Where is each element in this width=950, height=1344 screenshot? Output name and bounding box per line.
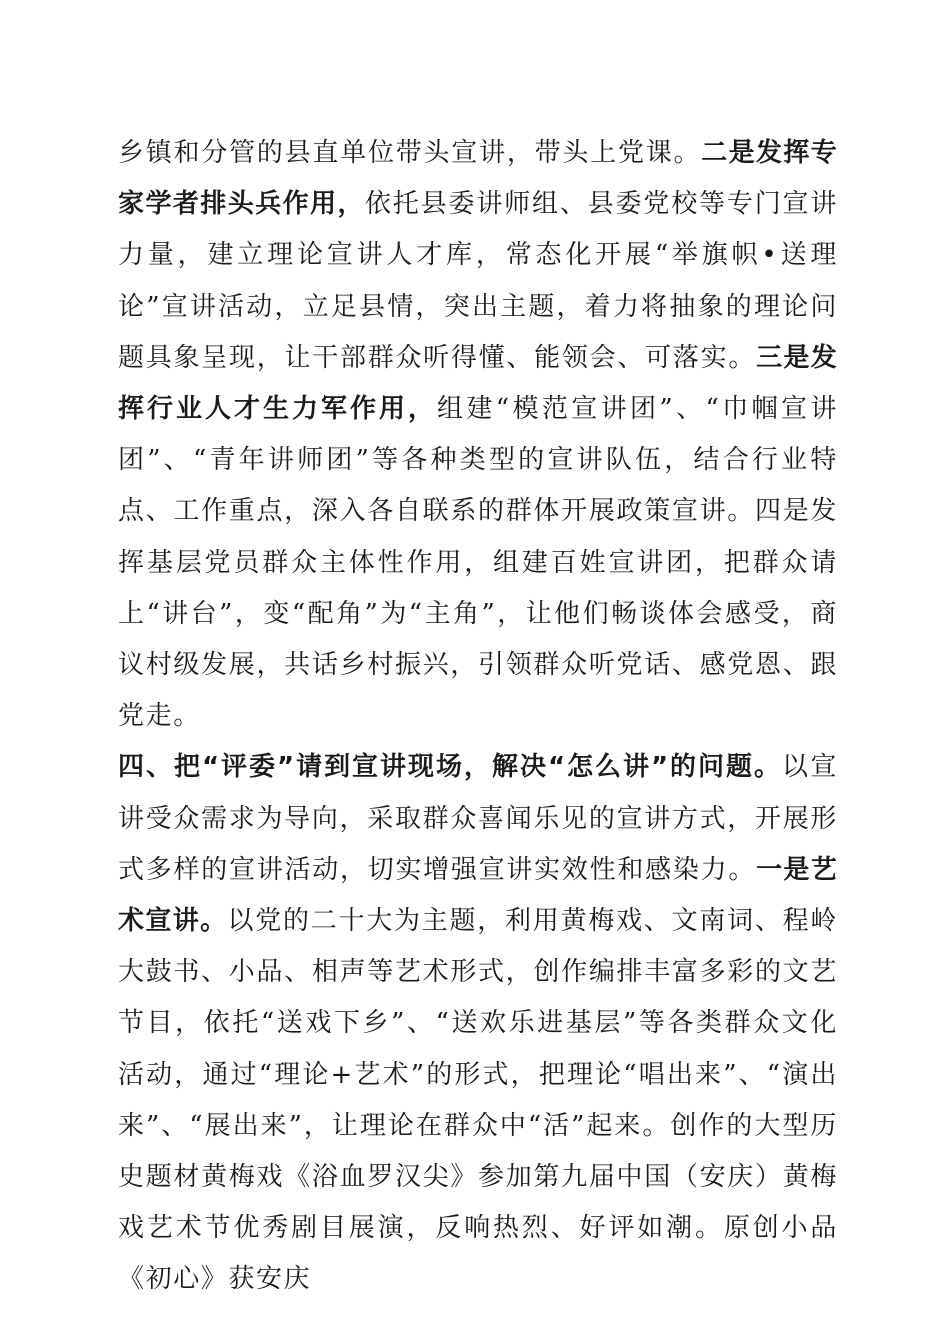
section-heading-four: 四、把“评委”请到宣讲现场，解决“怎么讲”的问题。 (118, 752, 783, 783)
paragraph-section-four (118, 742, 838, 1305)
text-segment: 组建“模范宣讲团”、“巾帼宣讲团”、“青年讲师团”等各种类型的宣讲队伍，结合行业特点、工作重点，深入各自联系的群体开展政策宣讲。四是发挥基层党员群众主体性作用，组建百姓宣讲团，把群众请上“讲台”，变“配角”为“主角”，让他们畅谈体会感受，商议村级发展，共话乡村振兴，引领群众听党话、感党恩、跟党走。 (118, 394, 838, 732)
heading-art-propagation: 一是艺术宣讲。 (118, 854, 838, 937)
heading-expert-scholars: 二是发挥专家学者排头兵作用， (118, 138, 838, 220)
text-segment: 乡镇和分管的县直单位带头宣讲，带头上党课。 (118, 138, 702, 168)
text-segment: 以党的二十大为主题，利用黄梅戏、文南词、程岭大鼓书、小品、相声等艺术形式，创作编排丰富多彩的文艺节目，依托“送戏下乡”、“送欢乐进基层”等各类群众文化活动，通过“理论+艺术”的形式，把理论“唱出来”、“演出来”、“展出来”，让理论在群众中“活”起来。创作的大型历史题材黄梅戏《浴血罗汉尖》参加第九届中国（安庆）黄梅戏艺术节优秀剧目展演，反响热烈、好评如潮。原创小品《初心》获安庆 (118, 906, 839, 1295)
paragraph-propagation-teams (118, 128, 838, 742)
document-body (118, 128, 838, 1306)
text-segment: 以宣讲受众需求为导向，采取群众喜闻乐见的宣讲方式，开展形式多样的宣讲活动，切实增强宣讲实效性和感染力。 (118, 752, 839, 885)
heading-industry-talent: 三是发挥行业人才生力军作用， (118, 342, 838, 425)
text-segment: 依托县委讲师组、县委党校等专门宣讲力量，建立理论宣讲人才库，常态化开展“举旗帜•送理论”宣讲活动，立足县情，突出主题，着力将抽象的理论问题具象呈现，让干部群众听得懂、能领会、可落实。 (118, 189, 838, 373)
